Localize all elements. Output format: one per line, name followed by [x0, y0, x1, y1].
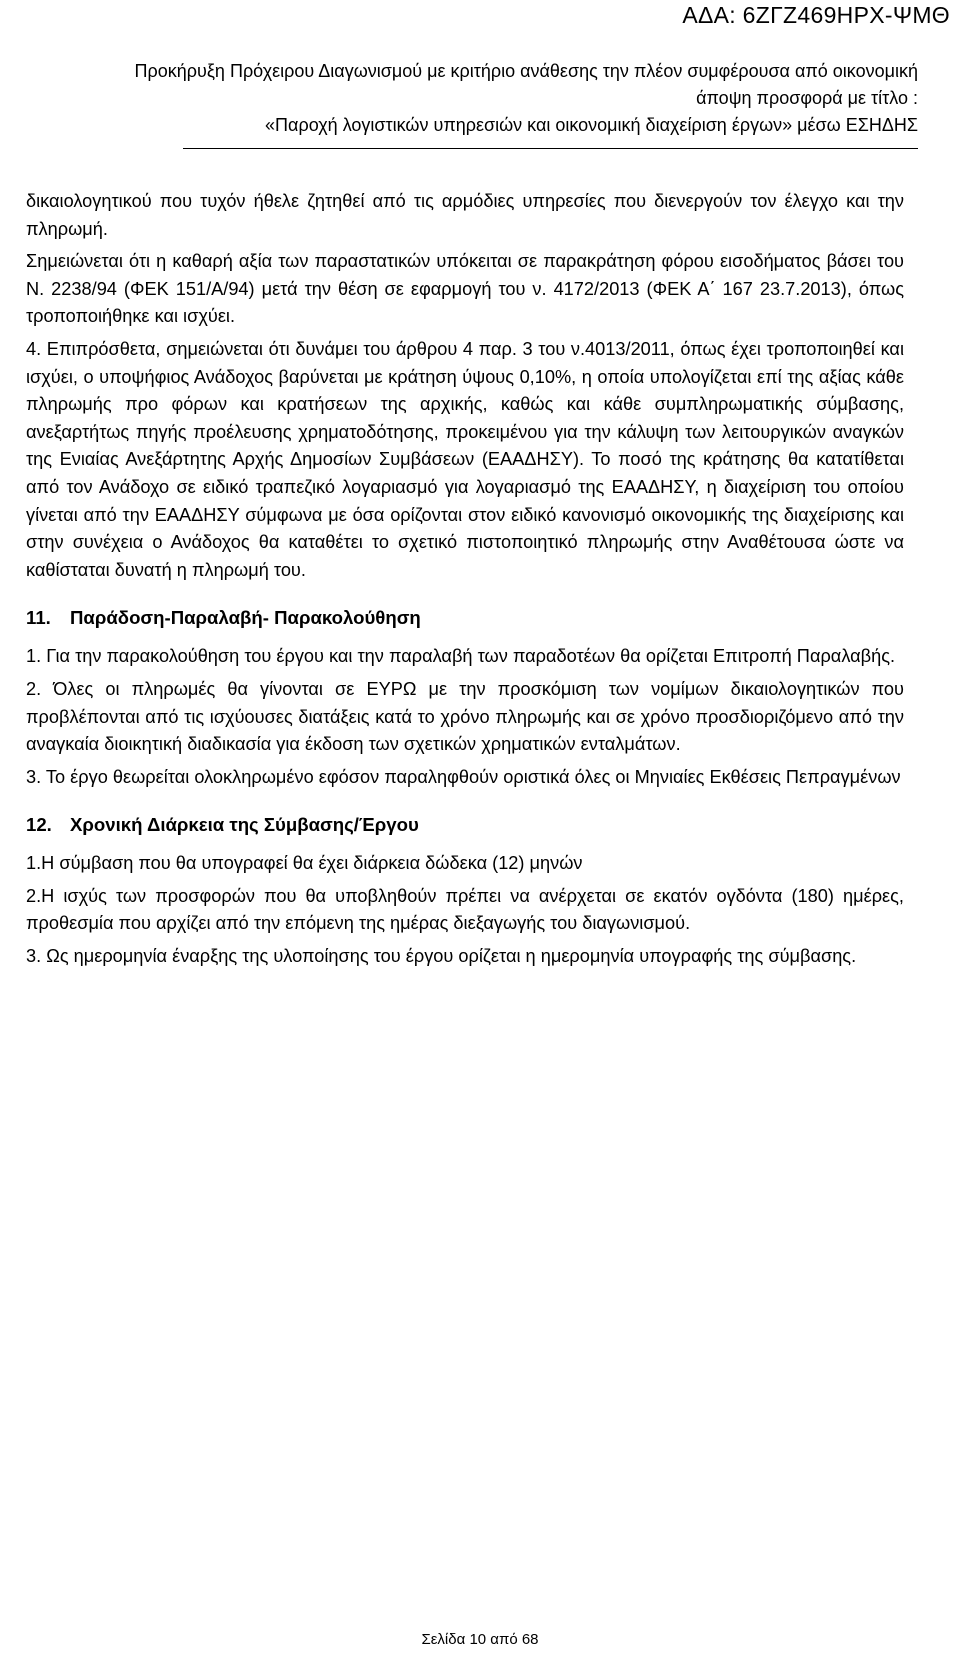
section-11-heading: [26, 604, 904, 632]
ada-stamp: ΑΔΑ: 6ΖΓΖ469ΗΡΧ-ΨΜΘ: [682, 2, 950, 28]
paragraph-tax: Σημειώνεται ότι η καθαρή αξία των παραστατικών υπόκειται σε παρακράτηση φόρου εισοδήματος βάσει του Ν. 2238/94 (ΦΕΚ 151/Α/94) μετά την θέση σε εφαρμογή του ν. 4172/2013 (ΦΕΚ Α΄ 167 23.7.2013), όπως τροποποιήθηκε και ισχύει.: [26, 251, 904, 327]
section-12-item-2: 2.Η ισχύς των προσφορών που θα υποβληθούν πρέπει να ανέρχεται σε εκατόν ογδόντα (180) ημέρες, προθεσμία που αρχίζει από την επόμενη της ημέρας διεξαγωγής του διαγωνισμού.: [26, 885, 904, 934]
section-12-heading: [26, 811, 904, 839]
header-line-2: άποψη προσφορά με τίτλο :: [696, 88, 918, 108]
section-11-number: 11.: [26, 607, 51, 629]
page-number: Σελίδα 10 από 68: [421, 1631, 539, 1648]
section-11-item-2: 2. Όλες οι πληρωμές θα γίνονται σε ΕΥΡΩ με την προσκόμιση των νομίμων δικαιολογητικών που προβλέπονται από τις ισχύουσες διατάξεις κατά το χρόνο πληρωμής και σε χρόνο προσδιοριζόμενο από την αναγκαία διοικητική διαδικασία για έκδοση των σχετικών χρηματικών ενταλμάτων.: [26, 678, 904, 755]
header-divider: [183, 148, 918, 149]
section-11-item-3: 3. Το έργο θεωρείται ολοκληρωμένο εφόσον παραληφθούν οριστικά όλες οι Μηνιαίες Εκθέσεις Πεπραγμένων: [26, 766, 901, 787]
header-line-1: Προκήρυξη Πρόχειρου Διαγωνισμού με κριτήριο ανάθεσης την πλέον συμφέρουσα από οικονομική: [134, 61, 918, 81]
section-12-item-3: 3. Ως ημερομηνία έναρξης της υλοποίησης του έργου ορίζεται η ημερομηνία υπογραφής της σύμβασης.: [26, 946, 857, 967]
document-body: [26, 188, 904, 976]
section-12-title: Χρονική Διάρκεια της Σύμβασης/Έργου: [70, 814, 419, 836]
section-12-item-1: 1.Η σύμβαση που θα υπογραφεί θα έχει διάρκεια δώδεκα (12) μηνών: [26, 853, 583, 874]
section-11-title: Παράδοση-Παραλαβή- Παρακολούθηση: [70, 607, 421, 629]
section-11-item-1: 1. Για την παρακολούθηση του έργου και την παραλαβή των παραδοτέων θα ορίζεται Επιτροπή Παραλαβής.: [26, 646, 896, 667]
header-line-3: «Παροχή λογιστικών υπηρεσιών και οικονομική διαχείριση έργων» μέσω ΕΣΗΔΗΣ: [265, 115, 918, 135]
paragraph-intro: δικαιολογητικού που τυχόν ήθελε ζητηθεί από τις αρμόδιες υπηρεσίες που διενεργούν τον έλεγχο και την πληρωμή.: [26, 191, 904, 239]
document-header: [30, 58, 918, 139]
paragraph-4: 4. Επιπρόσθετα, σημειώνεται ότι δυνάμει του άρθρου 4 παρ. 3 του ν.4013/2011, όπως έχει τροποποιηθεί και ισχύει, ο υποψήφιος Ανάδοχος βαρύνεται με κράτηση ύψους 0,10%, η οποία υπολογίζεται επί της αξίας κάθε πληρωμής προ φόρων και κρατήσεων της αρχικής, καθώς και κάθε συμπληρωματικής σύμβασης, ανεξαρτήτως πηγής προέλευσης χρηματοδότησης, προκειμένου για την κάλυψη των λειτουργικών αναγκών της Ενιαίας Ανεξάρτητης Αρχής Δημοσίων Συμβάσεων (ΕΑΑΔΗΣΥ). Το ποσό της κράτησης θα κατατίθεται από τον Ανάδοχο σε ειδικό τραπεζικό λογαριασμό για λογαριασμό της ΕΑΑΔΗΣΥ, η διαχείριση του οποίου γίνεται από την ΕΑΑΔΗΣΥ σύμφωνα με όσα ορίζονται στον ειδικό κανονισμό οικονομικής της διαχείρισης και στην συνέχεια ο Ανάδοχος θα καταθέτει το σχετικό πιστοποιητικό πληρωμής στην Αναθέτουσα ώστε να καθίσταται δυνατή η πληρωμή του.: [26, 338, 904, 580]
section-12-number: 12.: [26, 814, 52, 836]
